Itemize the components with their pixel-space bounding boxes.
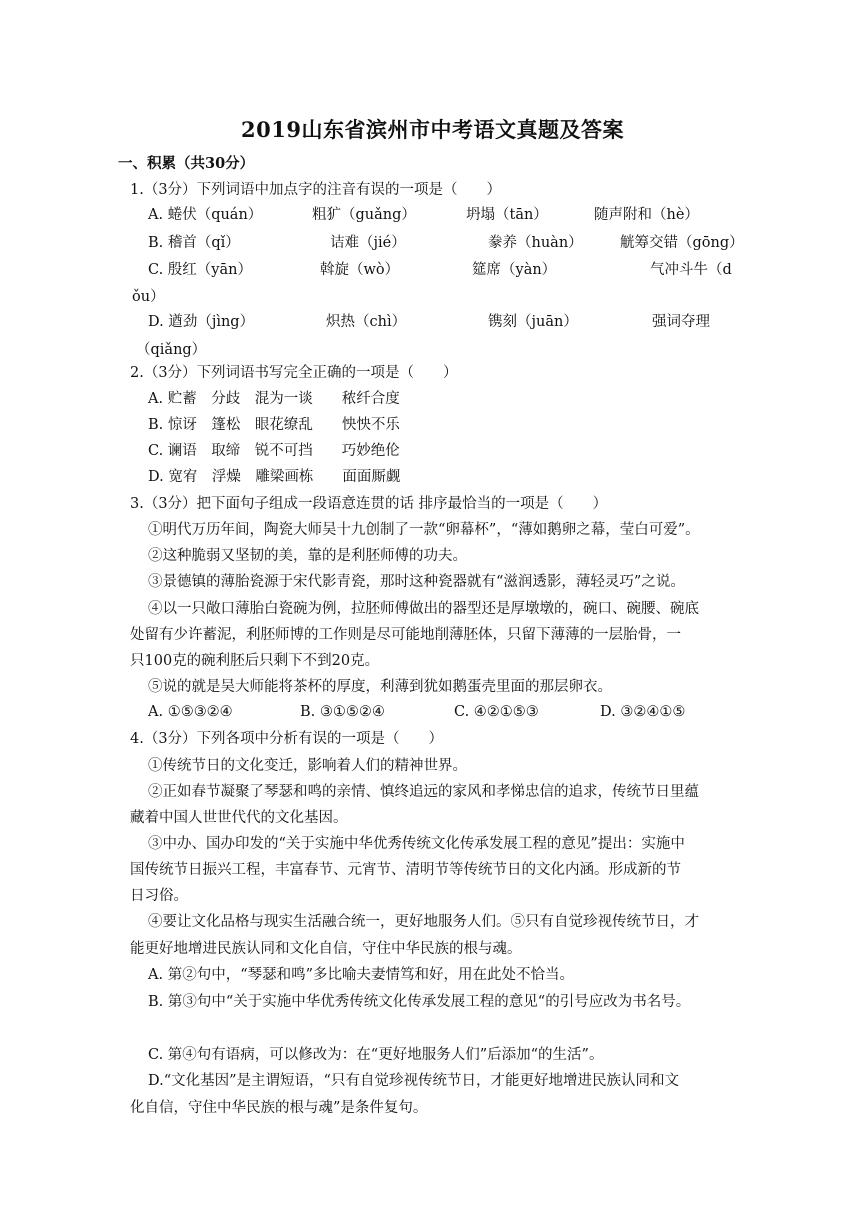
q4-sentence-2: ②正如春节凝聚了琴瑟和鸣的亲情、慎终追远的家风和孝悌忠信的追求，传统节日里蕴 — [148, 784, 699, 800]
q1-option-b2: 诘难（jié） — [330, 235, 406, 251]
q3-option-c: C. ④②①⑤③ — [454, 704, 539, 720]
q4-sentence-1: ①传统节日的文化变迁，影响着人们的精神世界。 — [148, 758, 467, 774]
q3-option-a: A. ①⑤③②④ — [148, 704, 233, 720]
q1-option-a3: 坍塌（tān） — [466, 207, 548, 223]
q2-stem: 2.（3分）下列词语书写完全正确的一项是（ ） — [130, 365, 458, 381]
q3-option-d: D. ③②④①⑤ — [600, 704, 686, 720]
q1-option-b3: 豢养（huàn） — [488, 235, 583, 251]
q4-sentence-3: ③中办、国办印发的“关于实施中华优秀传统文化传承发展工程的意见”提出：实施中 — [148, 836, 685, 852]
q2-option-d: D. 宽宥 浮燥 雕梁画栋 面面厮觑 — [148, 469, 401, 485]
q4-option-c: C. 第④句有语病，可以修改为：在“更好地服务人们”后添加“的生活”。 — [148, 1047, 604, 1063]
q1-option-d3: 镌刻（juān） — [488, 314, 578, 330]
q2-option-b: B. 惊讶 篷松 眼花缭乱 怏怏不乐 — [148, 417, 400, 433]
q2-option-a: A. 贮蓄 分歧 混为一谈 秾纤合度 — [148, 391, 400, 407]
q3-sentence-4: ④以一只敞口薄胎白瓷碗为例，拉胚师傅做出的器型还是厚墩墩的，碗口、碗腰、碗底 — [148, 601, 699, 617]
q4-option-d: D.“文化基因”是主谓短语，“只有自觉珍视传统节日，才能更好地增进民族认同和文 — [148, 1073, 679, 1089]
q1-option-a2: 粗犷（guǎng） — [312, 207, 416, 223]
q3-sentence-1: ①明代万历年间，陶瓷大师吴十九创制了一款“卵幕杯”，“薄如鹅卵之幕，莹白可爱”。 — [148, 522, 700, 538]
q1-option-c2: 斡旋（wò） — [320, 262, 400, 278]
q1-option-d4: 强词夺理 — [652, 314, 710, 330]
q1-option-c4-wrap: ǒu） — [132, 289, 165, 305]
q1-option-b4: 觥筹交错（gōng） — [620, 235, 744, 251]
q1-option-d1: D. 遒劲（jìng） — [148, 314, 255, 330]
q3-option-b: B. ③①⑤②④ — [300, 704, 385, 720]
q3-sentence-4-cont: 处留有少许蓄泥，利胚师博的工作则是尽可能地削薄胚体，只留下薄薄的一层胎骨，一 — [130, 627, 681, 643]
q4-option-b: B. 第③句中“关于实施中华优秀传统文化传承发展工程的意见“的引号应改为书名号。 — [148, 994, 691, 1010]
q3-sentence-4-end: 只100克的碗利胚后只剩下不到20克。 — [130, 653, 380, 669]
q1-option-b1: B. 稽首（qǐ） — [148, 235, 240, 251]
q3-sentence-2: ②这种脆弱又坚韧的美，靠的是利胚师傅的功夫。 — [148, 548, 467, 564]
q1-option-c1: C. 殷红（yān） — [148, 262, 252, 278]
q3-stem: 3.（3分）把下面句子组成一段语意连贯的话 排序最恰当的一项是（ ） — [130, 496, 608, 512]
q3-sentence-5: ⑤说的就是吴大师能将茶杯的厚度，利薄到犹如鹅蛋壳里面的那层卵衣。 — [148, 679, 612, 695]
q1-option-d2: 炽热（chì） — [326, 314, 407, 330]
q1-option-c4: 气冲斗牛（d — [650, 262, 732, 278]
q4-option-a: A. 第②句中，“琴瑟和鸣”多比喻夫妻情笃和好，用在此处不恰当。 — [148, 967, 575, 983]
q4-option-d-cont: 化自信，守住中华民族的根与魂”是条件复句。 — [130, 1100, 428, 1116]
q4-sentence-4-cont: 能更好地增进民族认同和文化自信，守住中华民族的根与魂。 — [130, 941, 522, 957]
q1-option-a4: 随声附和（hè） — [594, 207, 699, 223]
q4-stem: 4.（3分）下列各项中分析有误的一项是（ ） — [130, 731, 444, 747]
q2-option-c: C. 谰语 取缔 锐不可挡 巧妙绝伦 — [148, 443, 400, 459]
q1-option-d4-wrap: （qiǎng） — [136, 342, 207, 358]
page-title: 2019山东省滨州市中考语文真题及答案 — [241, 117, 624, 142]
q3-sentence-3: ③景德镇的薄胎瓷源于宋代影青瓷，那时这种瓷器就有“滋润透影，薄轻灵巧”之说。 — [148, 574, 685, 590]
q4-sentence-3-end: 日习俗。 — [130, 888, 188, 904]
q4-sentence-4: ④要让文化品格与现实生活融合统一，更好地服务人们。⑤只有自觉珍视传统节日，才 — [148, 914, 699, 930]
q1-option-c3: 筵席（yàn） — [472, 262, 557, 278]
q4-sentence-3-cont: 国传统节日振兴工程，丰富春节、元宵节、清明节等传统节日的文化内涵。形成新的节 — [130, 862, 681, 878]
q4-sentence-2-cont: 藏着中国人世世代代的文化基因。 — [130, 810, 348, 826]
section-heading: 一、积累（共30分） — [118, 155, 255, 172]
q1-stem: 1.（3分）下列词语中加点字的注音有误的一项是（ ） — [130, 182, 502, 198]
q1-option-a1: A. 蜷伏（quán） — [148, 207, 263, 223]
